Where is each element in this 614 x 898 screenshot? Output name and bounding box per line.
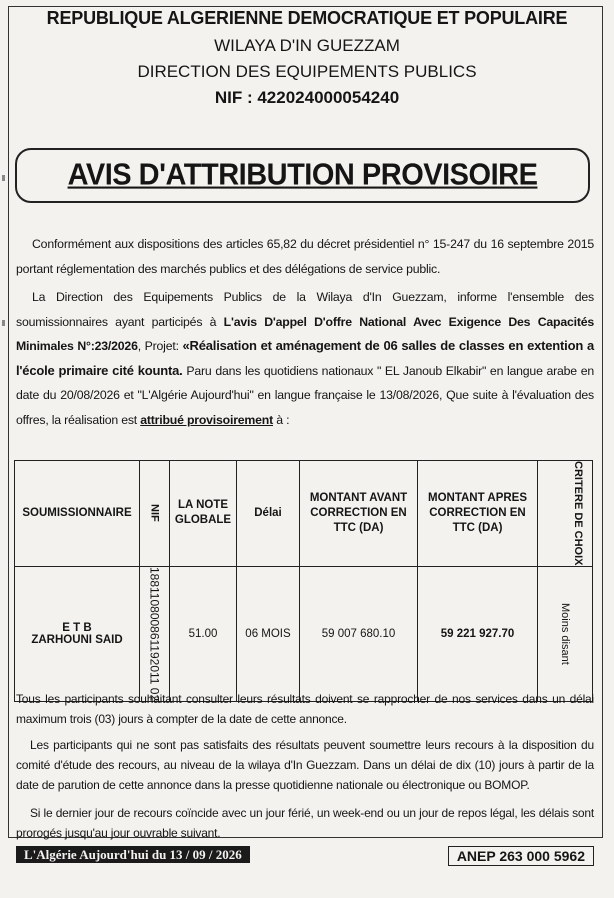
col-note: LA NOTE GLOBALE bbox=[170, 461, 237, 567]
cell-montant-avant: 59 007 680.10 bbox=[300, 566, 418, 701]
cell-critere bbox=[538, 566, 593, 701]
attribution-status: attribué provisoirement bbox=[140, 412, 273, 427]
bidder-prefix: E T B bbox=[62, 621, 92, 634]
col-delai: Délai bbox=[237, 461, 300, 567]
col-nif bbox=[140, 461, 170, 567]
col-critere bbox=[538, 461, 593, 567]
body-paragraph bbox=[16, 285, 594, 432]
results-table bbox=[14, 460, 593, 702]
tender-reference: L'avis D'appel D'offre National Avec Exigence Des Capacités Minimales N°:23/2026 bbox=[16, 314, 594, 353]
cell-note: 51.00 bbox=[170, 566, 237, 701]
header-wilaya: WILAYA D'IN GUEZZAM bbox=[214, 36, 400, 55]
cell-soumissionnaire bbox=[15, 566, 140, 701]
header-nif: NIF : 422024000054240 bbox=[214, 88, 400, 107]
body-text-1: La Direction des Equipements Publics de la Wilaya d'In Guezzam, informe l'ensemble des soumissionnaires ayant participés à bbox=[16, 290, 594, 329]
table-row bbox=[15, 566, 593, 701]
header-direction: DIRECTION DES EQUIPEMENTS PUBLICS bbox=[137, 62, 477, 81]
project-name: «Réalisation et aménagement de 06 salles de classes en extention a l'école primaire cité kounta. bbox=[16, 338, 595, 378]
title-box bbox=[15, 148, 590, 203]
scan-speck bbox=[2, 175, 5, 181]
cell-delai: 06 MOIS bbox=[237, 566, 300, 701]
cell-nif bbox=[140, 566, 170, 701]
scan-speck bbox=[2, 320, 5, 326]
publication-tag: L'Algérie Aujourd'hui du 13 / 09 / 2026 bbox=[16, 846, 250, 863]
col-soumissionnaire: SOUMISSIONNAIRE bbox=[15, 461, 140, 567]
anep-reference: ANEP 263 000 5962 bbox=[448, 846, 594, 866]
notice-title: AVIS D'ATTRIBUTION PROVISOIRE bbox=[67, 158, 538, 192]
bidder-nif: 188110800861192011 02 bbox=[147, 566, 162, 701]
body-text-3: Paru dans les quotidiens nationaux " EL Janoub Elkabir" en langue arabe en date du 20/08/2026 et "L'Algérie Aujourd'hui" en langue française le 13/08/2026, Que suite à l'évaluation des offres, la réalisation est bbox=[16, 363, 594, 427]
body-text-2: , Projet: bbox=[137, 339, 183, 353]
body-text-4: à : bbox=[273, 412, 290, 427]
footer-deadline-notice: Si le dernier jour de recours coïncide avec un jour férié, un week-end ou un jour de repos légal, les délais sont prorogés jusqu'au jour ouvrable suivant. bbox=[16, 806, 594, 840]
footer-consult-notice: Tous les participants souhaitant consulter leurs résultats doivent se rapprocher de nos services dans un délai maximum trois (03) jours à compter de la date de cette annonce. bbox=[16, 692, 594, 726]
col-montant-apres: MONTANT APRES CORRECTION EN TTC (DA) bbox=[418, 461, 538, 567]
bidder-name: ZARHOUNI SAID bbox=[31, 633, 123, 646]
col-montant-avant: MONTANT AVANT CORRECTION EN TTC (DA) bbox=[300, 461, 418, 567]
choice-criterion: Moins disant bbox=[559, 602, 571, 665]
col-nif-label: NIF bbox=[148, 504, 161, 523]
col-critere-label: CRITERE DE CHOIX bbox=[572, 461, 584, 566]
footer-appeal-notice: Les participants qui ne sont pas satisfaits des résultats peuvent soumettre leurs recours à la disposition du comité d'étude des recours, au niveau de la wilaya d'In Guezzam. Dans un délai de dix (10) jours à partir de la date de parution de cette annonce dans la presse quotidienne nationale ou électronique ou BOMOP. bbox=[16, 738, 594, 792]
intro-paragraph: Conformément aux dispositions des articles 65,82 du décret présidentiel n° 15-247 du 16 septembre 2015 portant réglementation des marchés publics et des délégations de service public. bbox=[16, 237, 594, 276]
cell-montant-apres: 59 221 927.70 bbox=[418, 566, 538, 701]
table-header-row bbox=[15, 461, 593, 567]
header-republic: REPUBLIQUE ALGERIENNE DEMOCRATIQUE ET POPULAIRE bbox=[46, 8, 568, 28]
